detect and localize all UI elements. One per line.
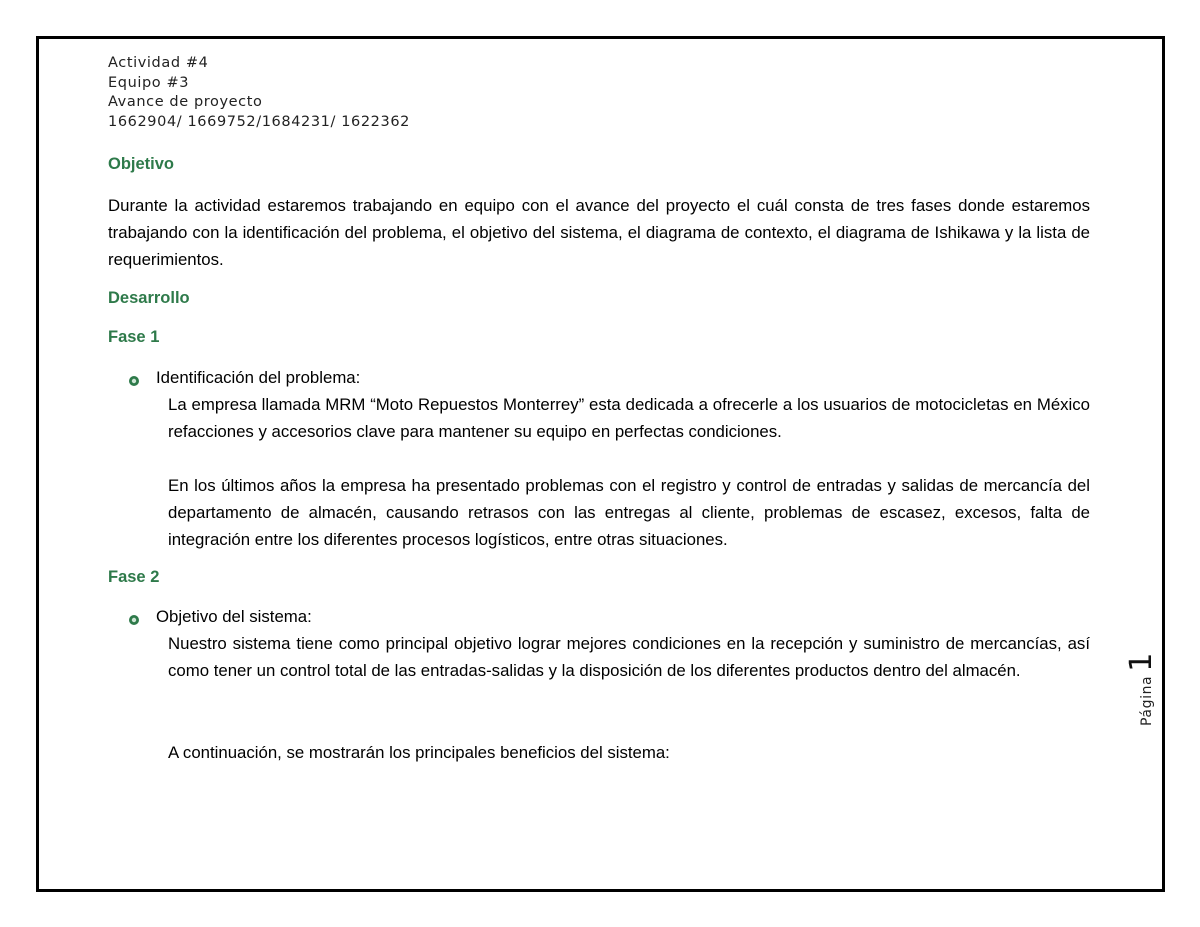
page-number-footer bbox=[1122, 640, 1159, 740]
fase2-bullet-item bbox=[128, 607, 312, 627]
green-circle-bullet-icon bbox=[128, 611, 140, 623]
fase1-paragraph-1: La empresa llamada MRM “Moto Repuestos Monterrey” esta dedicada a ofrecerle a los usuarios de motocicletas en México refacciones y accesorios clave para mantener su equipo en perfectas condiciones. bbox=[168, 395, 1090, 441]
page-label: Página bbox=[1139, 675, 1155, 726]
fase1-bullet-item bbox=[128, 368, 360, 388]
document-header bbox=[108, 54, 410, 132]
fase1-heading: Fase 1 bbox=[108, 328, 160, 346]
desarrollo-heading: Desarrollo bbox=[108, 289, 190, 307]
objetivo-paragraph: Durante la actividad estaremos trabajando en equipo con el avance del proyecto el cuál consta de tres fases donde estaremos trabajando con la identificación del problema, el objetivo del sistema, el diagrama de contexto, el diagrama de Ishikawa y la lista de requerimientos. bbox=[108, 196, 1090, 269]
fase2-paragraph-1: Nuestro sistema tiene como principal objetivo lograr mejores condiciones en la recepción y suministro de mercancías, así como tener un control total de las entradas-salidas y la disposición de los diferentes productos dentro del almacén. bbox=[168, 634, 1090, 680]
page-number: 1 bbox=[1124, 652, 1159, 672]
student-ids-line: 1662904/ 1669752/1684231/ 1622362 bbox=[108, 113, 410, 130]
fase2-paragraph-2: A continuación, se mostrarán los principales beneficios del sistema: bbox=[168, 743, 670, 762]
objetivo-heading: Objetivo bbox=[108, 155, 175, 173]
green-circle-bullet-icon bbox=[128, 372, 140, 384]
fase2-heading: Fase 2 bbox=[108, 568, 160, 586]
subject-line: Avance de proyecto bbox=[108, 94, 263, 110]
activity-line: Actividad #4 bbox=[108, 55, 209, 71]
team-line: Equipo #3 bbox=[108, 74, 190, 91]
fase1-bullet-label: Identificación del problema: bbox=[156, 368, 361, 387]
fase2-bullet-label: Objetivo del sistema: bbox=[156, 607, 312, 626]
fase1-paragraph-2: En los últimos años la empresa ha presentado problemas con el registro y control de entradas y salidas de mercancía del departamento de almacén, causando retrasos con las entregas al cliente, problemas de escasez, excesos, falta de integración entre los diferentes procesos logísticos, entre otras situaciones. bbox=[168, 476, 1090, 549]
